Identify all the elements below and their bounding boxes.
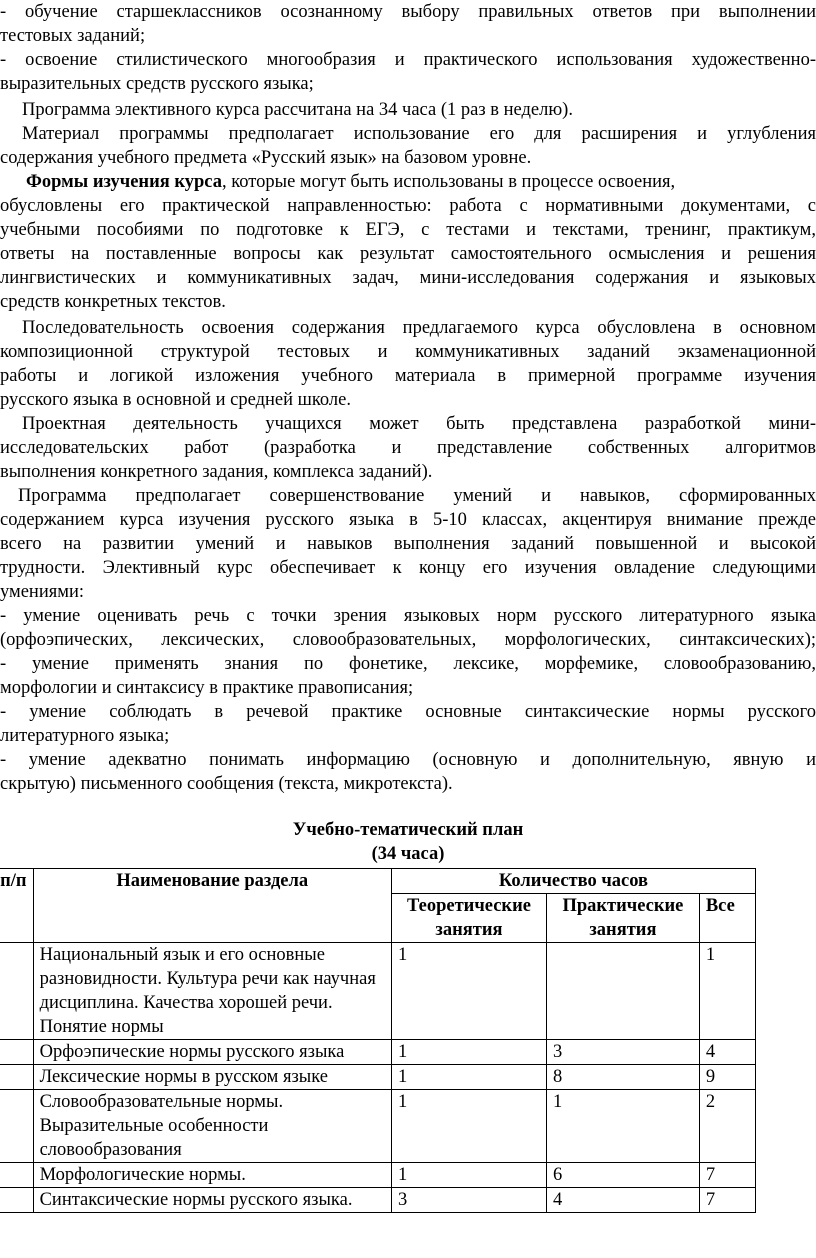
row-num [0,1188,33,1213]
row-theory: 1 [391,1040,546,1065]
row-practice: 6 [547,1163,700,1188]
text-line: средств конкретных текстов. [0,292,226,312]
text-line: выполнения конкретного задания, комплекса заданий). [0,462,433,482]
header-hours: Количество часов [391,869,755,894]
text-line: Программа предполагает совершенствование умений и навыков, сформированных [18,486,816,506]
text-line: - умение соблюдать в речевой практике основные синтаксические нормы русского [0,702,816,722]
plan-subtitle: (34 часа) [371,844,445,864]
row-name: Лексические нормы в русском языке [33,1065,391,1090]
row-name: Морфологические нормы. [33,1163,391,1188]
row-total: 1 [699,943,755,1040]
row-num [0,1065,33,1090]
text-line: Материал программы предполагает использование его для расширения и углубления [22,124,816,144]
row-total: 9 [699,1065,755,1090]
header-name: Наименование раздела [33,869,391,943]
table-row [0,1163,756,1188]
text-line: морфологии и синтаксису в практике правописания; [0,678,414,698]
row-theory: 3 [391,1188,546,1213]
text-line: (орфоэпических, лексических, словообразовательных, морфологических, синтаксических); [0,630,816,650]
text-line: учебными пособиями по подготовке к ЕГЭ, с тестами и текстами, тренинг, практикум, [0,220,816,240]
text-line: - умение применять знания по фонетике, лексике, морфемике, словообразованию, [0,654,816,674]
table-row [0,1040,756,1065]
row-num [0,1040,33,1065]
row-name: Синтаксические нормы русского языка. [33,1188,391,1213]
text-line: литературного языка; [0,726,170,746]
text-line: - освоение стилистического многообразия и практического использования художественно- [0,50,816,70]
plan-title: Учебно-тематический план [292,820,524,840]
table-row [0,1065,756,1090]
row-name: Национальный язык и его основные разновидности. Культура речи как научная дисциплина. Качества хорошей речи. Понятие нормы [33,943,391,1040]
text-line: содержанием курса изучения русского языка в 5-10 классах, акцентируя внимание прежде [0,510,816,530]
plan-table [0,868,756,1213]
text-line: выразительных средств русского языка; [0,74,314,94]
text-line: Последовательность освоения содержания предлагаемого курса обусловлена в основном [22,318,816,338]
row-name: Орфоэпические нормы русского языка [33,1040,391,1065]
row-theory: 1 [391,1065,546,1090]
text-line: работы и логикой изложения учебного материала в примерной программе изучения [0,366,816,386]
table-row [0,943,756,1040]
text-line: Программа элективного курса рассчитана на 34 часа (1 раз в неделю). [22,100,573,120]
header-total: Все [699,894,755,943]
text-line: трудности. Элективный курс обеспечивает к концу его изучения овладение следующими [0,558,816,578]
row-theory: 1 [391,943,546,1040]
text-line: лингвистических и коммуникативных задач, мини-исследования содержания и языковых [0,268,816,288]
row-name: Словообразовательные нормы. Выразительные особенности словообразования [33,1090,391,1163]
row-theory: 1 [391,1163,546,1188]
row-practice: 8 [547,1065,700,1090]
table-header-row [0,869,756,894]
header-practice: Практические занятия [547,894,700,943]
text-line: русского языка в основной и средней школе. [0,390,351,410]
row-num [0,943,33,1040]
row-total: 7 [699,1188,755,1213]
row-total: 7 [699,1163,755,1188]
text-line: композиционной структурой тестовых и коммуникативных заданий экзаменационной [0,342,816,362]
table-row [0,1090,756,1163]
text-line: тестовых заданий; [0,26,146,46]
text-line: Проектная деятельность учащихся может быть представлена разработкой мини- [22,414,816,434]
text-line: - умение адекватно понимать информацию (основную и дополнительную, явную и [0,750,816,770]
text-line: - обучение старшеклассников осознанному выбору правильных ответов при выполнении [0,2,816,22]
row-practice: 1 [547,1090,700,1163]
row-practice: 4 [547,1188,700,1213]
row-practice: 3 [547,1040,700,1065]
row-num [0,1090,33,1163]
text-line: содержания учебного предмета «Русский язык» на базовом уровне. [0,148,532,168]
row-practice [547,943,700,1040]
text-line: - умение оценивать речь с точки зрения языковых норм русского литературного языка [0,606,816,626]
forms-rest: , которые могут быть использованы в процессе освоения, [222,172,676,192]
row-theory: 1 [391,1090,546,1163]
text-line: ответы на поставленные вопросы как результат самостоятельного осмысления и решения [0,244,816,264]
row-total: 4 [699,1040,755,1065]
forms-line [26,170,816,194]
text-line: обусловлены его практической направленностью: работа с нормативными документами, с [0,196,816,216]
text-line: исследовательских работ (разработка и представление собственных алгоритмов [0,438,816,458]
forms-heading: Формы изучения курса [26,172,222,192]
row-num [0,1163,33,1188]
text-line: умениями: [0,582,84,602]
header-theory: Теоретические занятия [391,894,546,943]
row-total: 2 [699,1090,755,1163]
table-row [0,1188,756,1213]
text-line: скрытую) письменного сообщения (текста, микротекста). [0,774,453,794]
header-num: п/п [0,869,33,943]
text-line: всего на развитии умений и навыков выполнения заданий повышенной и высокой [0,534,816,554]
